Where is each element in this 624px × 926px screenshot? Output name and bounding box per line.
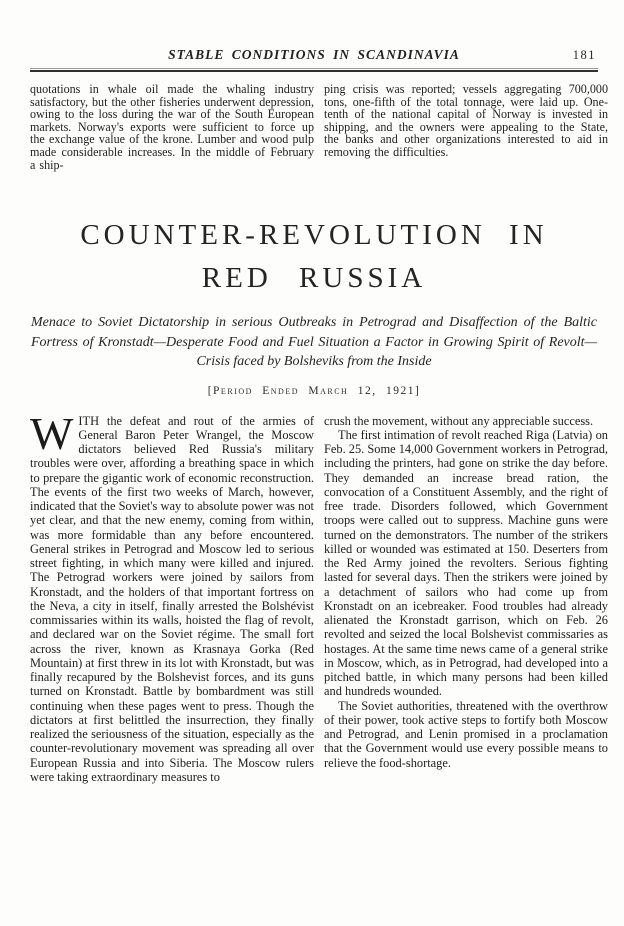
running-header-title: STABLE CONDITIONS IN SCANDINAVIA <box>168 47 460 62</box>
article-title-line1: COUNTER-REVOLUTION IN <box>80 219 548 252</box>
header-divider-rule <box>30 68 598 72</box>
page-number: 181 <box>572 48 596 62</box>
article-body <box>30 407 608 785</box>
article-opening-paragraph <box>30 407 314 785</box>
previous-article-section <box>30 82 608 172</box>
article-paragraph-continuation: crush the movement, without any appreciable success. <box>324 413 594 428</box>
previous-article-right-text: ping crisis was reported; vessels aggregating 700,000 tons, one-fifth of the total tonnage, were laid up. One-tenth of the national capital of Norway is invested in shipping, and the owners were appealing to the State, the banks and other organizations interested to aid in removing the difficulties. <box>324 82 608 159</box>
previous-article-left-text: quotations in whale oil made the whaling industry satisfactory, but the other fisheries underwent depression, owing to the loss during the war of the South European markets. Norway's exports were sufficient to force up the exchange value of the krone. Lumber and wood pulp made considerable increases. In the middle of February a ship- <box>30 82 314 172</box>
previous-article-right-column <box>324 83 608 171</box>
article-paragraph-2: The first intimation of revolt reached Riga (Latvia) on Feb. 25. Some 14,000 Government workers in Petrograd, including the printers, had gone on strike the day before. They demanded an increase bread ration, the convocation of a Constituent Assembly, and the right of free trade. Disorders followed, which Government troops were called out to suppress. Machine guns were turned on the demonstrators. The number of the strikers killed or wounded was estimated at 150. Deserters from the Red Army joined the revolters. Serious fighting lasted for several days. Then the strikers were joined by a detachment of sailors who had come up from Kronstadt on an icebreaker. Food troubles had already alienated the Kronstadt garrison, which on Feb. 26 revolted and seized the local Bolshevist commissaries as hostages. At the same time news came of a general strike in Moscow, which, as in Petrograd, had developed into a pitched battle, in which many persons had been killed and hundreds wounded. <box>324 427 608 699</box>
article-paragraph-3: The Soviet authorities, threatened with the overthrow of their power, took active steps to fortify both Moscow and Petrograd, and Lenin promised in a proclamation that the Government would use every possible means to relieve the food-shortage. <box>324 698 608 770</box>
article-title <box>30 218 598 295</box>
article-body-right-column <box>324 414 608 785</box>
running-header <box>30 46 598 64</box>
previous-article-left-column <box>30 83 314 171</box>
article-opening-paragraph-text: ITH the defeat and rout of the armies of General Baron Peter Wrangel, the Moscow dictators believed Red Russia's military troubles were over, affording a breathing space in which to prepare the gigantic work of economic reconstruction. The events of the first two weeks of March, however, indicated that the Soviet's way to absolute power was not yet clear, and that the new enemy, coming from within, was more formidable than any before encountered. General strikes in Petrograd and Moscow led to serious street fighting, in which many were killed and injured. The Petrograd workers were joined by sailors from Kronstadt, and the holders of that important fortress on the Neva, a city in itself, finally arrested the Bolshévist commissaries within its walls, hoisted the flag of revolt, and declared war on the Soviet régime. The small fort across the river, known as Krasnaya Gorka (Red Mountain) at first threw in its lot with Kronstadt, but was finally recapured by the Bolshevist forces, and its guns turned on Kronstadt. Battle by bombardment was still continuing when these pages went to press. Though the dictators at first belittled the insurrection, they finally realized the seriousness of the situation, especially as the counter-revolutionary movement was spreading all over European Russia and into Siberia. The Moscow rulers were taking extraordinary measures to <box>30 413 314 784</box>
article-deck: Menace to Soviet Dictatorship in serious Outbreaks in Petrograd and Disaffection of the Baltic Fortress of Kronstadt—Desperate Food and Fuel Situation a Factor in Growing Spirit of Revolt—Crisis faced by Bolsheviks from the Inside <box>31 315 597 370</box>
period-note: [Period Ended March 12, 1921] <box>207 384 421 397</box>
dropcap-letter: W <box>30 407 74 459</box>
article-title-line2: RED RUSSIA <box>201 262 427 295</box>
article-body-left-column <box>30 407 314 785</box>
